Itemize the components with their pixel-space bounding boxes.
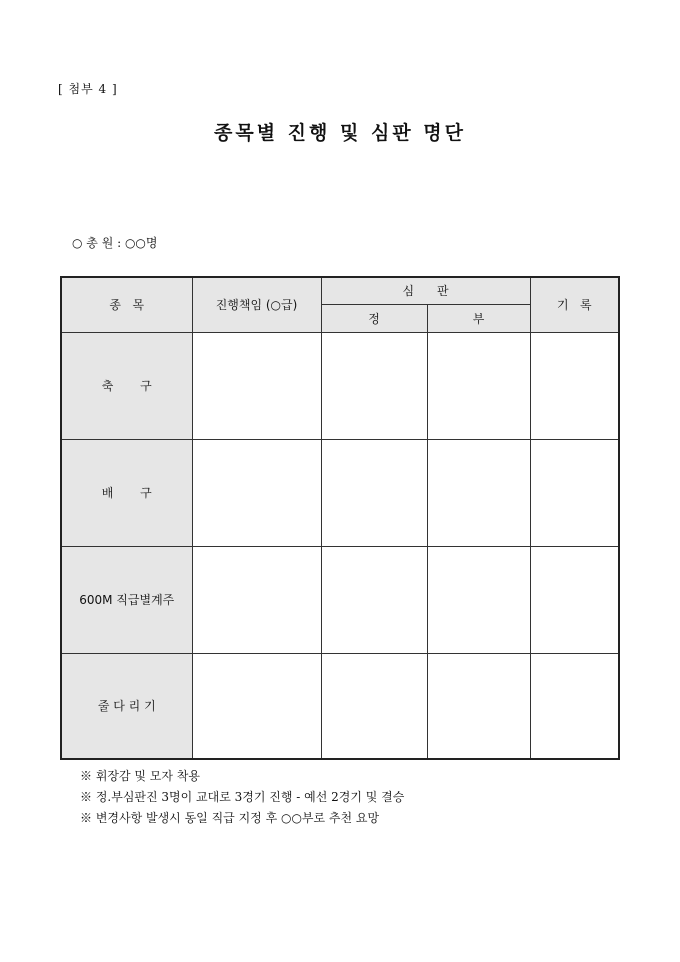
cell-record[interactable] bbox=[530, 653, 619, 759]
header-referee: 심 판 bbox=[321, 277, 530, 304]
row-event: 줄 다 리 기 bbox=[61, 653, 192, 759]
row-event: 배 구 bbox=[61, 439, 192, 546]
cell-main-referee[interactable] bbox=[321, 332, 427, 439]
table-row bbox=[61, 653, 619, 759]
header-record: 기 록 bbox=[530, 277, 619, 332]
cell-assistant-referee[interactable] bbox=[427, 653, 530, 759]
note-line: ※ 휘장감 및 모자 착용 bbox=[80, 769, 200, 783]
cell-assistant-referee[interactable] bbox=[427, 332, 530, 439]
cell-record[interactable] bbox=[530, 546, 619, 653]
total-count: ○ 총 원 : ○○명 bbox=[72, 236, 158, 250]
note-line: ※ 정.부심판진 3명이 교대로 3경기 진행 - 예선 2경기 및 결승 bbox=[80, 790, 405, 804]
header-leader: 진행책임 (○급) bbox=[192, 277, 321, 332]
header-main-referee: 정 bbox=[321, 304, 427, 332]
cell-main-referee[interactable] bbox=[321, 439, 427, 546]
cell-main-referee[interactable] bbox=[321, 653, 427, 759]
cell-record[interactable] bbox=[530, 332, 619, 439]
cell-leader[interactable] bbox=[192, 546, 321, 653]
table-row bbox=[61, 439, 619, 546]
cell-leader[interactable] bbox=[192, 332, 321, 439]
row-event: 600M 직급별계주 bbox=[61, 546, 192, 653]
header-event: 종 목 bbox=[61, 277, 192, 332]
header-assistant-referee: 부 bbox=[427, 304, 530, 332]
cell-record[interactable] bbox=[530, 439, 619, 546]
cell-leader[interactable] bbox=[192, 439, 321, 546]
attachment-label: [ 첨부 4 ] bbox=[58, 82, 118, 96]
referee-table bbox=[60, 276, 620, 760]
notes bbox=[80, 766, 404, 829]
note-line: ※ 변경사항 발생시 동일 직급 지정 후 ○○부로 추천 요망 bbox=[80, 811, 380, 825]
page-title: 종목별 진행 및 심판 명단 bbox=[214, 122, 466, 144]
table-row bbox=[61, 332, 619, 439]
row-event: 축 구 bbox=[61, 332, 192, 439]
cell-assistant-referee[interactable] bbox=[427, 546, 530, 653]
table-row bbox=[61, 546, 619, 653]
cell-main-referee[interactable] bbox=[321, 546, 427, 653]
cell-leader[interactable] bbox=[192, 653, 321, 759]
cell-assistant-referee[interactable] bbox=[427, 439, 530, 546]
